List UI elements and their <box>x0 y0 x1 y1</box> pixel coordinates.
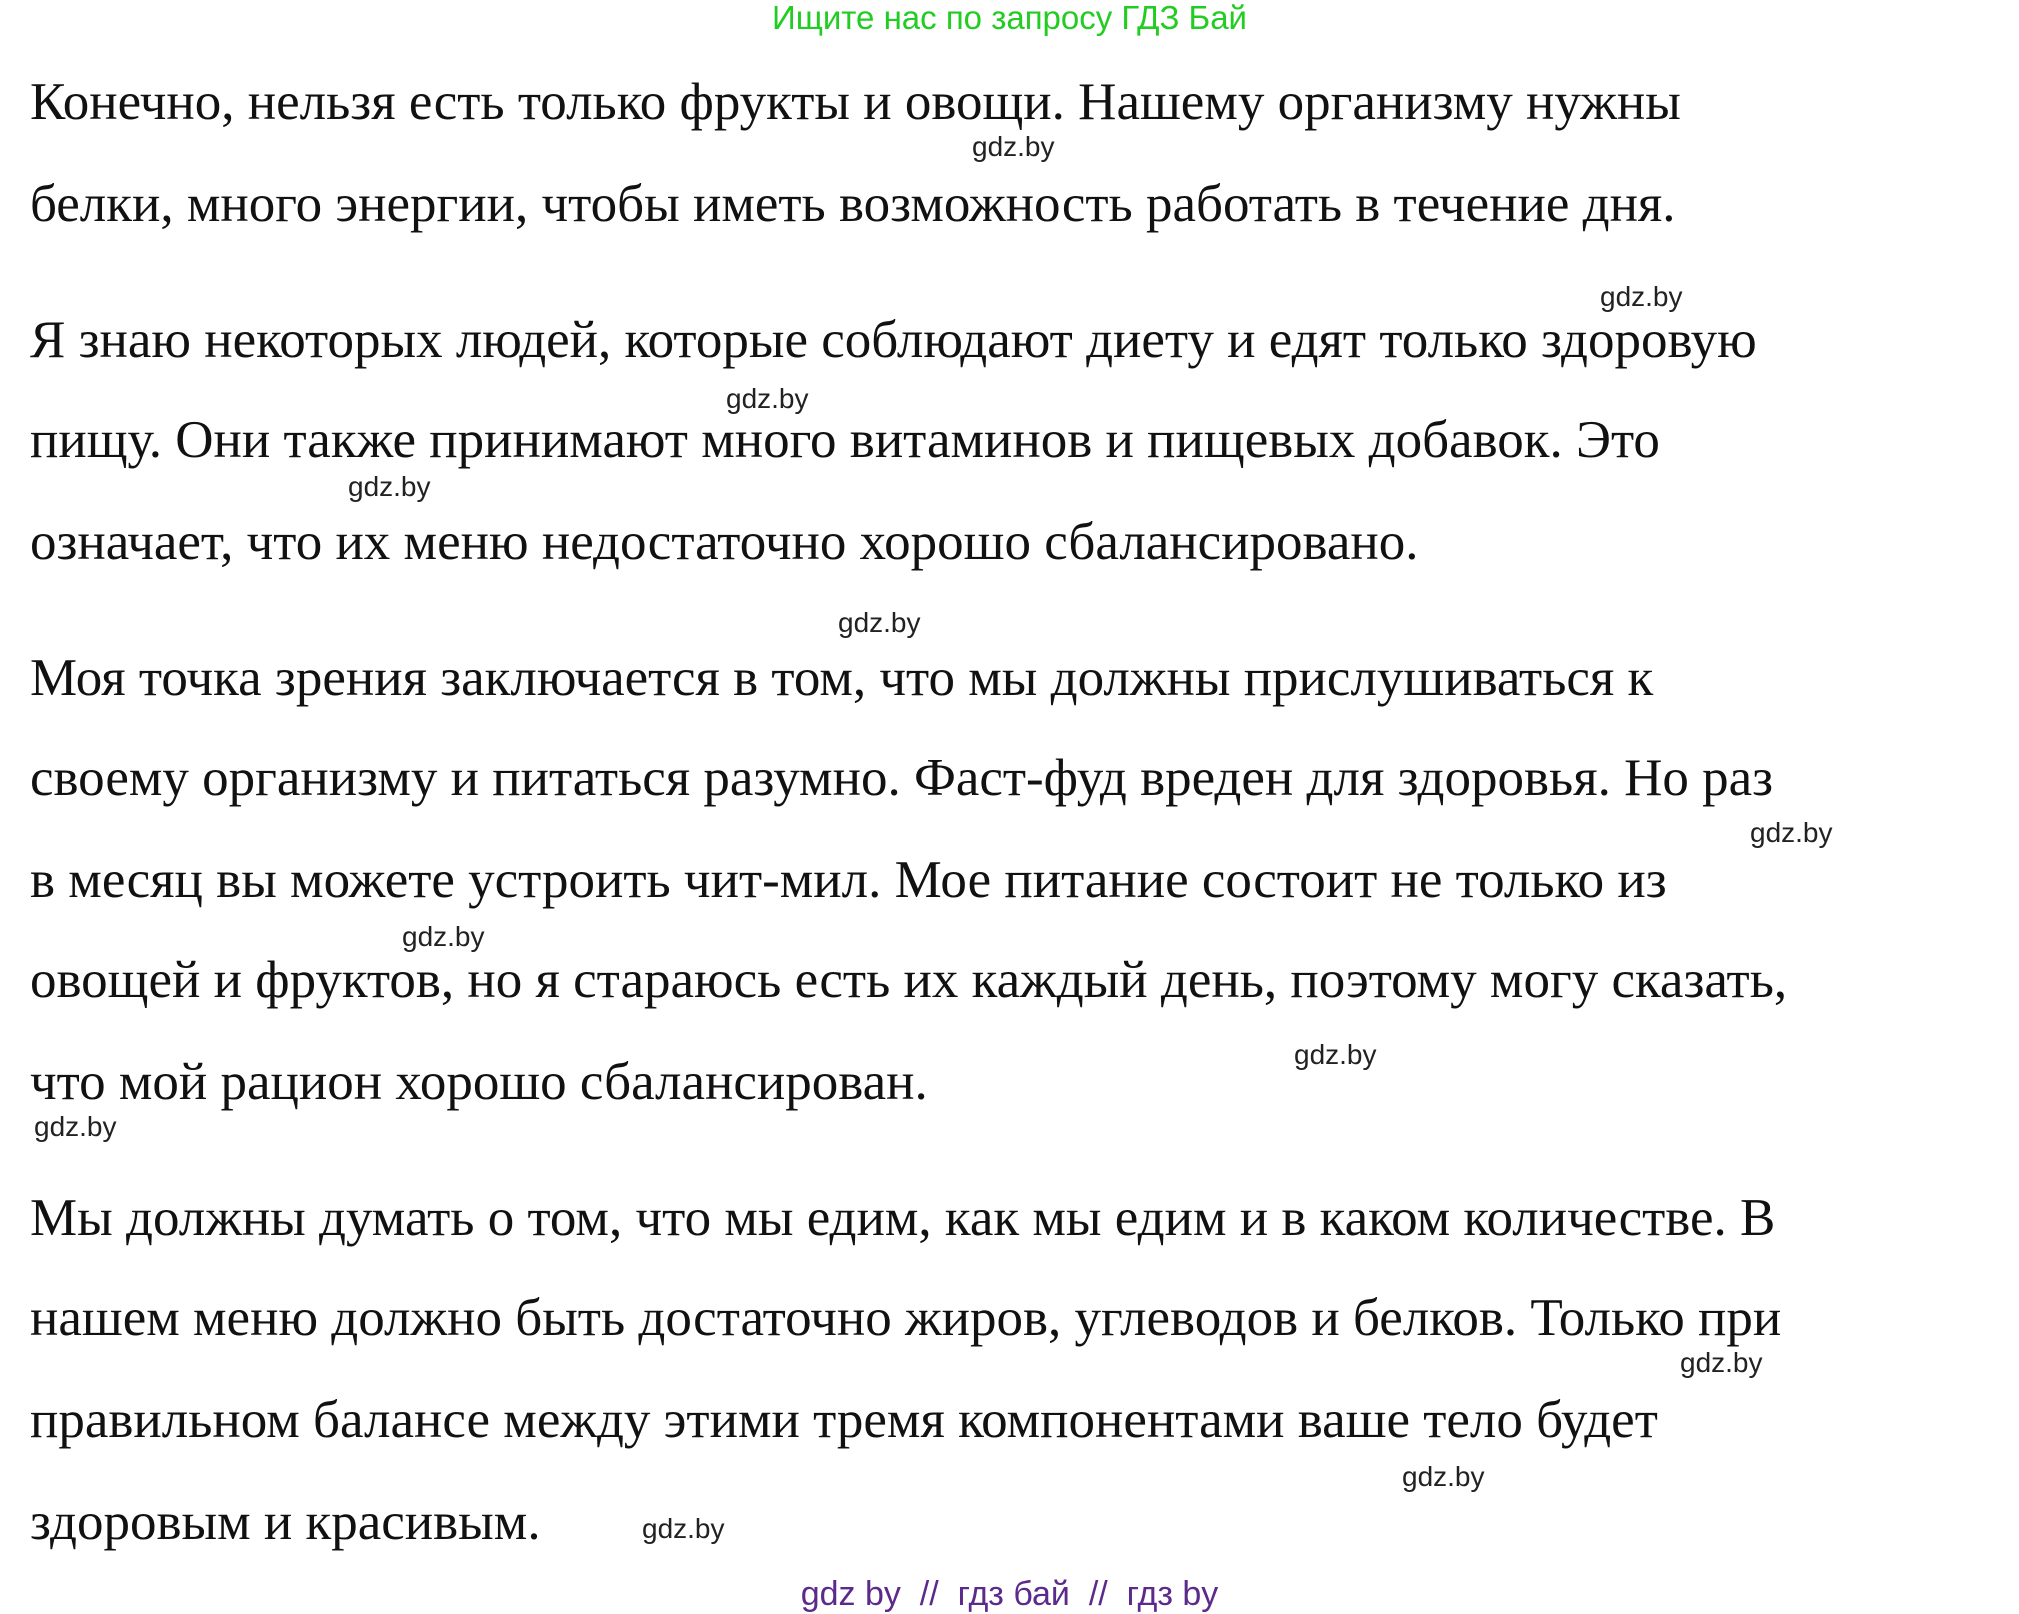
watermark: gdz.by <box>402 921 485 952</box>
watermark: gdz.by <box>34 1111 117 1142</box>
watermark: gdz.by <box>348 471 431 502</box>
text-line: Мы должны думать о том, что мы едим, как мы едим и в каком количестве. В <box>30 1189 1776 1247</box>
text-line: в месяц вы можете устроить чит-мил. Мое питание состоит не только из <box>30 851 1667 909</box>
watermark: gdz.by <box>1680 1347 1763 1378</box>
watermark: gdz.by <box>1750 817 1833 848</box>
text-line: здоровым и красивым. <box>30 1493 541 1551</box>
text-line: нашем меню должно быть достаточно жиров, углеводов и белков. Только при <box>30 1289 1782 1347</box>
text-line: Конечно, нельзя есть только фрукты и овощи. Нашему организму нужны <box>30 73 1681 131</box>
watermark: gdz.by <box>1600 281 1683 312</box>
text-line: Моя точка зрения заключается в том, что мы должны прислушиваться к <box>30 649 1654 707</box>
text-line: правильном балансе между этими тремя компонентами ваше тело будет <box>30 1391 1658 1449</box>
text-line: означает, что их меню недостаточно хорошо сбалансировано. <box>30 513 1419 571</box>
watermark: gdz.by <box>972 131 1055 162</box>
watermark: gdz.by <box>1294 1039 1377 1070</box>
watermark: gdz.by <box>1402 1461 1485 1492</box>
text-line: белки, много энергии, чтобы иметь возможность работать в течение дня. <box>30 175 1676 233</box>
text-line: пищу. Они также принимают много витаминов и пищевых добавок. Это <box>30 411 1660 469</box>
text-line: Я знаю некоторых людей, которые соблюдают диету и едят только здоровую <box>30 311 1757 369</box>
text-line: своему организму и питаться разумно. Фаст-фуд вреден для здоровья. Но раз <box>30 749 1774 807</box>
text-line: овощей и фруктов, но я стараюсь есть их каждый день, поэтому могу сказать, <box>30 951 1788 1009</box>
text-line: что мой рацион хорошо сбалансирован. <box>30 1053 928 1111</box>
watermark: gdz.by <box>838 607 921 638</box>
watermark: gdz.by <box>726 383 809 414</box>
top-banner: Ищите нас по запросу ГДЗ Бай <box>772 0 1247 36</box>
footer-watermark: gdz by // гдз бай // гдз by <box>800 1575 1219 1613</box>
watermark: gdz.by <box>642 1513 725 1544</box>
